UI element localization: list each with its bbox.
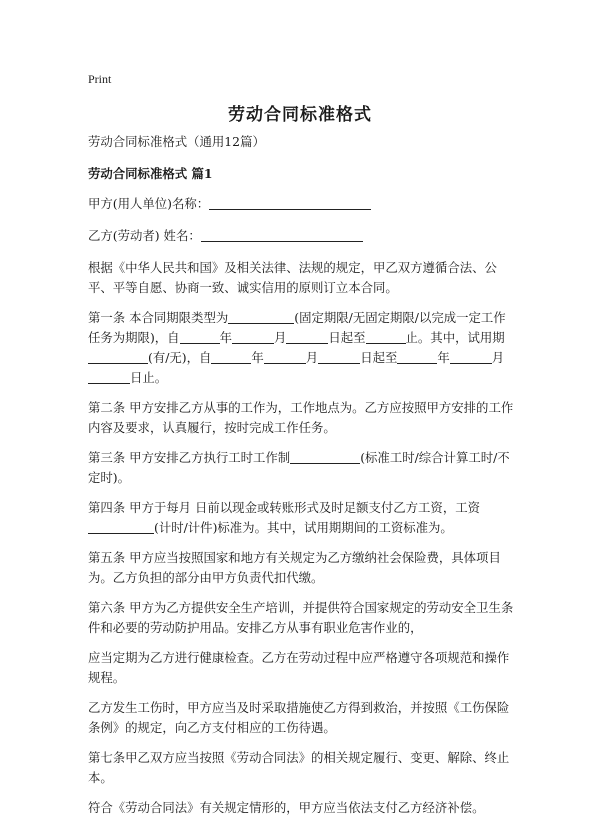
party-b-label: 乙方(劳动者) 姓名： bbox=[88, 228, 201, 243]
print-label: Print bbox=[88, 72, 112, 86]
article-1-text: (有/无)，自 bbox=[148, 350, 212, 365]
article-2: 第二条 甲方安排乙方从事的工作为，工作地点为。乙方应按照甲方安排的工作内容及要求，认真履行，按时完成工作任务。 bbox=[88, 400, 514, 435]
intro-paragraph: 根据《中华人民共和国》及相关法律、法规的规定，甲乙双方遵循合法、公平、平等自愿、协商一致、诚实信用的原则订立本合同。 bbox=[88, 260, 497, 295]
section-heading: 劳动合同标准格式 篇1 bbox=[88, 166, 213, 181]
article-3 bbox=[88, 448, 518, 488]
article-4-text: (计时/计件)标准为。其中，试用期期间的工资标准为。 bbox=[154, 520, 453, 535]
party-a-label: 甲方(用人单位)名称： bbox=[88, 196, 210, 211]
article-3-text: 第三条 甲方安排乙方执行工时工作制 bbox=[88, 450, 291, 465]
date-blank bbox=[318, 349, 360, 364]
article-1-text: 第一条 本合同期限类型为 bbox=[88, 310, 229, 325]
party-b-blank bbox=[201, 227, 363, 242]
trial-period-blank bbox=[88, 349, 148, 364]
article-1-text: 年 bbox=[251, 350, 264, 365]
party-a-blank bbox=[209, 195, 371, 210]
date-blank bbox=[88, 369, 130, 384]
document-subtitle: 劳动合同标准格式（通用12篇） bbox=[88, 134, 265, 149]
contract-type-blank bbox=[228, 309, 294, 324]
article-1-text: 年 bbox=[219, 330, 232, 345]
work-injury-paragraph: 乙方发生工伤时，甲方应当及时采取措施使乙方得到救治，并按照《工伤保险条例》的规定，向乙方支付相应的工伤待遇。 bbox=[88, 700, 510, 735]
date-blank bbox=[232, 329, 274, 344]
article-1 bbox=[88, 308, 518, 388]
date-blank bbox=[366, 329, 406, 344]
article-3-text: (标准工时/综合计算工时/不定时)。 bbox=[88, 450, 510, 485]
work-hour-system-blank bbox=[290, 449, 360, 464]
article-1-text: 日止。 bbox=[130, 370, 168, 385]
article-1-text: (固定期限/无固定期限/以完成一定工作任务为期限)，自 bbox=[88, 310, 506, 345]
article-1-text: 年 bbox=[437, 350, 450, 365]
date-blank bbox=[180, 329, 220, 344]
date-blank bbox=[211, 349, 251, 364]
wage-type-blank bbox=[88, 519, 154, 534]
article-5: 第五条 甲方应当按照国家和地方有关规定为乙方缴纳社会保险费，具体项目为。乙方负担的部分由甲方负责代扣代缴。 bbox=[88, 550, 501, 585]
article-4 bbox=[88, 498, 518, 538]
document-title: 劳动合同标准格式 bbox=[228, 105, 372, 125]
article-1-text: 日起至 bbox=[328, 330, 366, 345]
date-blank bbox=[450, 349, 492, 364]
article-1-text: 月 bbox=[491, 350, 505, 365]
article-1-text: 止。其中，试用期 bbox=[405, 330, 505, 345]
article-1-text: 日起至 bbox=[360, 350, 398, 365]
article-4-text: 第四条 甲方于每月 日前以现金或转账形式及时足额支付乙方工资，工资 bbox=[88, 500, 480, 515]
date-blank bbox=[397, 349, 437, 364]
document-body bbox=[88, 132, 518, 828]
article-6: 第六条 甲方为乙方提供安全生产培训，并提供符合国家规定的劳动安全卫生条件和必要的劳动防护用品。安排乙方从事有职业危害作业的， bbox=[88, 600, 514, 635]
article-7: 第七条甲乙双方应当按照《劳动合同法》的相关规定履行、变更、解除、终止本。 bbox=[88, 750, 510, 785]
article-1-text: 月 bbox=[273, 330, 287, 345]
health-check-paragraph: 应当定期为乙方进行健康检查。乙方在劳动过程中应严格遵守各项规范和操作规程。 bbox=[88, 650, 510, 685]
date-blank bbox=[286, 329, 328, 344]
compensation-paragraph: 符合《劳动合同法》有关规定情形的，甲方应当依法支付乙方经济补偿。 bbox=[88, 800, 485, 815]
party-a-field bbox=[88, 194, 518, 214]
article-1-text: 月 bbox=[305, 350, 319, 365]
party-b-field bbox=[88, 226, 518, 246]
date-blank bbox=[264, 349, 306, 364]
